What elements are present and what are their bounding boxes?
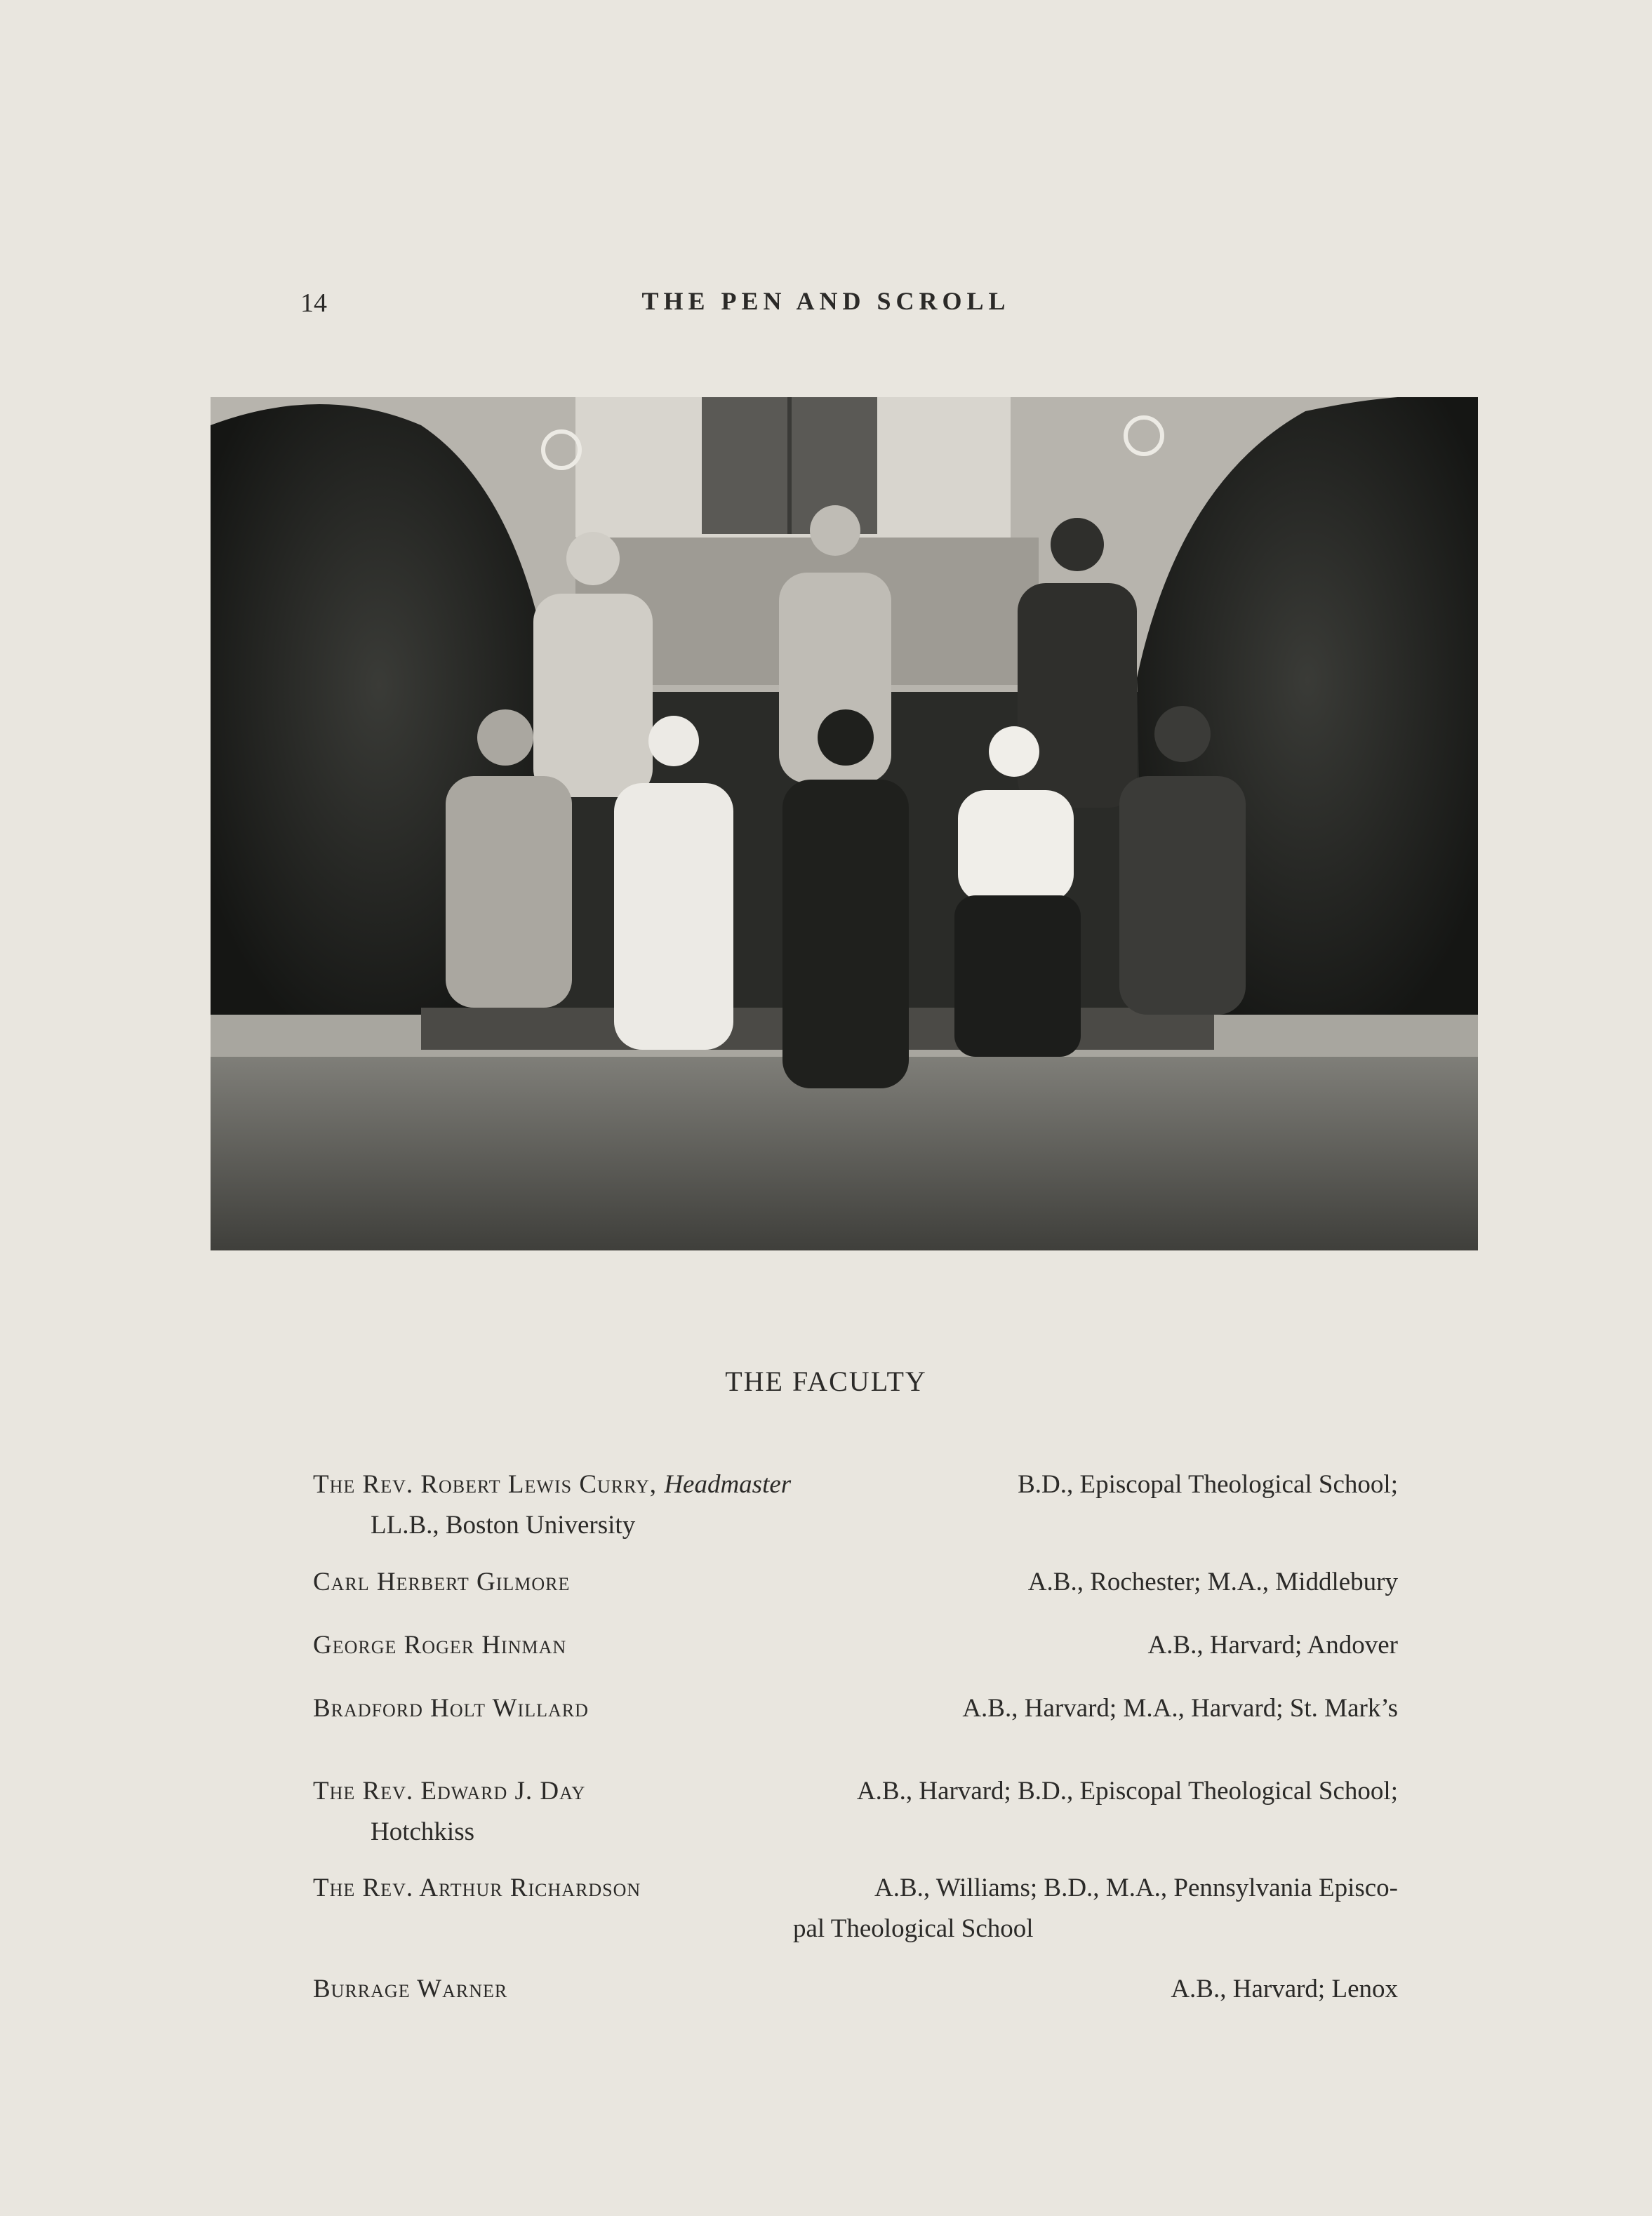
faculty-group-photo bbox=[211, 397, 1478, 1250]
faculty-degrees: A.B., Harvard; M.A., Harvard; St. Mark’s bbox=[962, 1694, 1398, 1723]
faculty-name: Burrage Warner bbox=[313, 1975, 508, 2003]
section-title: THE FACULTY bbox=[725, 1366, 927, 1397]
faculty-name: The Rev. Edward J. Day bbox=[313, 1777, 586, 1805]
faculty-name: Bradford Holt Willard bbox=[313, 1694, 589, 1723]
faculty-degrees: A.B., Williams; B.D., M.A., Pennsylvania Episco- bbox=[874, 1874, 1398, 1902]
faculty-degrees: A.B., Rochester; M.A., Middlebury bbox=[1027, 1568, 1398, 1596]
running-title: THE PEN AND SCROLL bbox=[641, 287, 1011, 315]
faculty-degrees: A.B., Harvard; Lenox bbox=[1171, 1975, 1398, 2003]
page-number: 14 bbox=[300, 288, 327, 318]
faculty-name: Carl Herbert Gilmore bbox=[313, 1568, 571, 1596]
faculty-degrees: B.D., Episcopal Theological School; bbox=[1018, 1470, 1398, 1499]
faculty-degrees-continued: pal Theological School bbox=[793, 1914, 1034, 1943]
faculty-degrees-continued: Hotchkiss bbox=[371, 1817, 474, 1846]
faculty-degrees: A.B., Harvard; Andover bbox=[1147, 1631, 1398, 1660]
photo-illustration bbox=[211, 397, 1478, 1250]
faculty-degrees-continued: LL.B., Boston University bbox=[371, 1511, 636, 1540]
faculty-role: Headmaster bbox=[664, 1470, 792, 1499]
faculty-degrees: A.B., Harvard; B.D., Episcopal Theological School; bbox=[856, 1777, 1398, 1805]
faculty-name: George Roger Hinman bbox=[313, 1631, 567, 1660]
faculty-name: The Rev. Arthur Richardson bbox=[313, 1874, 641, 1902]
faculty-name: The Rev. Robert Lewis Curry, Headmaster bbox=[313, 1470, 792, 1499]
